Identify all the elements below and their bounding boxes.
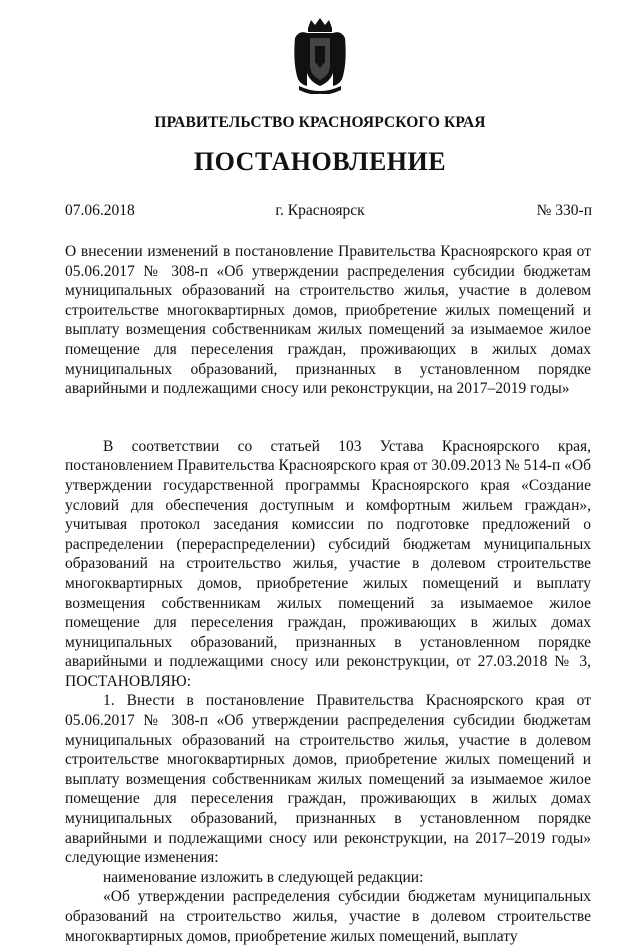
- coat-of-arms: [293, 16, 347, 94]
- organization-name: ПРАВИТЕЛЬСТВО КРАСНОЯРСКОГО КРАЯ: [154, 114, 486, 131]
- quoted-title-paragraph: «Об утверждении распределения субсидии бюджетам муниципальных образований на строительство жилья, участие в долевом строительстве многоквартирных домов, приобретение жилых помещений, выплату: [65, 888, 591, 945]
- preamble-paragraph: В соответствии со статьей 103 Устава Красноярского края, постановлением Правительства Красноярского края от 30.09.2013 № 514-п «Об утверждении государственной программы Красноярского края «Создание условий для обеспечения доступным и комфортным жильем граждан», учитывая протокол заседания комиссии по подготовке предложений о распределении (перераспределении) субсидий бюджетам муниципальных образований на строительство жилья, участие в долевом строительстве многоквартирных домов, приобретение жилых помещений и выплату возмещения собственникам жилых помещений за изымаемое жилое помещение для переселения граждан, проживающих в жилых домах муниципальных образований, признанных в установленном порядке аварийными и подлежащими сносу или реконструкции, от 27.03.2018 № 3, ПОСТАНОВЛЯЮ:: [65, 437, 592, 690]
- document-number: № 330-п: [536, 202, 592, 219]
- document-body: [65, 242, 591, 946]
- item-1-paragraph: 1. Внести в постановление Правительства Красноярского края от 05.06.2017 № 308-п «Об утверждении распределения субсидии бюджетам муниципальных образований на строительство жилья, участие в долевом строительстве многоквартирных домов, приобретение жилых помещений и выплату возмещения собственникам жилых помещений за изымаемое жилое помещение для переселения граждан, проживающих в жилых домах муниципальных образований, признанных в установленном порядке аварийными и подлежащими сносу или реконструкции, на 2017–2019 годы» следующие изменения:: [65, 692, 591, 867]
- document-date: 07.06.2018: [65, 202, 135, 219]
- document-title: О внесении изменений в постановление Правительства Красноярского края от 05.06.2017 № 308-п «Об утверждении распределения субсидии бюджетам муниципальных образований на строительство жилья, участие в долевом строительстве многоквартирных домов, приобретение жилых помещений и выплату возмещения собственникам жилых помещений за изымаемое жилое помещение для переселения граждан, проживающих в жилых домах муниципальных образований, признанных в установленном порядке аварийными и подлежащими сносу или реконструкции, на 2017–2019 годы»: [65, 243, 591, 398]
- document-city: г. Красноярск: [275, 202, 365, 219]
- paragraph-gap: [65, 399, 591, 418]
- paragraph-gap: [65, 418, 591, 437]
- sub-item-paragraph: наименование изложить в следующей редакции:: [103, 868, 424, 886]
- document-type: ПОСТАНОВЛЕНИЕ: [193, 147, 447, 176]
- krasnoyarsk-coat-of-arms-icon: [293, 16, 347, 94]
